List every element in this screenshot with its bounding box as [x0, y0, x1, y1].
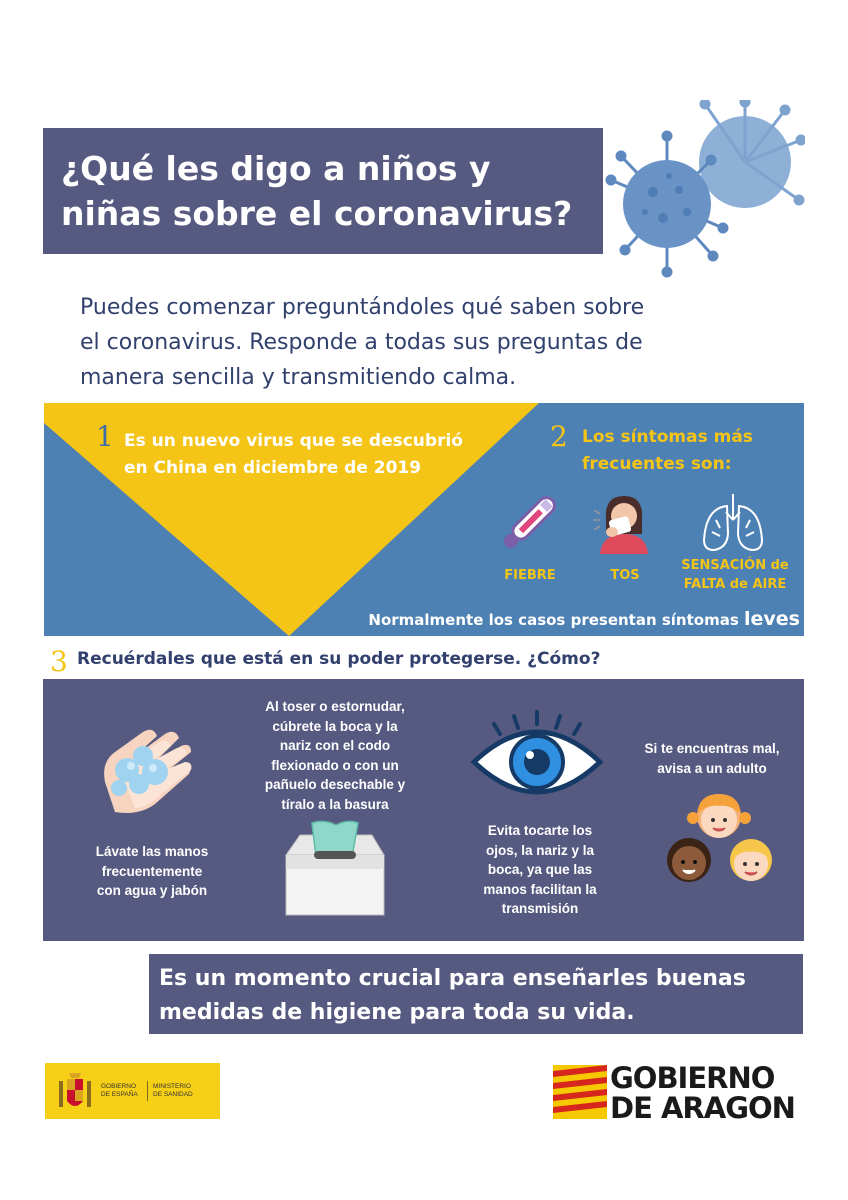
fact-2-text	[582, 424, 782, 478]
fact-2-number: 2	[550, 420, 568, 453]
tip-cough-line-4: flexionado o con un	[271, 757, 399, 773]
tip-adult-line-2: avisa a un adulto	[657, 760, 767, 776]
fact-1-text	[124, 428, 504, 482]
ministerio-line-2: DE SANIDAD	[153, 1091, 193, 1098]
fact-1-number: 1	[96, 420, 114, 453]
thermometer-icon	[497, 492, 559, 556]
washing-hands-icon	[95, 712, 205, 822]
tip-face-line-4: manos facilitan la	[483, 881, 597, 897]
fact-1-line-1: Es un nuevo virus que se descubrió	[124, 431, 463, 451]
mild-symptoms-text: Normalmente los casos presentan síntomas	[368, 611, 739, 629]
lungs-icon	[700, 490, 766, 556]
eye-icon	[470, 710, 604, 795]
title-line-2: niñas sobre el coronavirus?	[61, 194, 573, 233]
gobierno-aragon-wordmark	[610, 1063, 810, 1123]
ministerio-line-1: MINISTERIO	[153, 1083, 191, 1090]
tip-cough-line-5: pañuelo desechable y	[264, 777, 406, 792]
intro-paragraph	[80, 290, 680, 395]
intro-line-2: el coronavirus. Responde a todas sus preguntas de	[80, 330, 643, 355]
coronavirus-illustration	[605, 100, 805, 280]
symptom-fever-label: FIEBRE	[504, 568, 556, 583]
mild-symptoms-note	[330, 606, 800, 633]
symptom-breath-label	[675, 556, 795, 594]
symptom-breath-line-1: SENSACIÓN de	[681, 558, 789, 573]
tip-cough-line-1: Al toser o estornudar,	[265, 699, 405, 714]
step-3-number: 3	[50, 645, 68, 678]
step-3-heading: Recuérdales que está en su poder protegerse. ¿Cómo?	[77, 649, 601, 669]
tip-face-line-5: transmisión	[501, 901, 579, 916]
symptom-breath-line-2: FALTA de AIRE	[683, 577, 787, 592]
tip-adult-line-1: Si te encuentras mal,	[644, 741, 780, 756]
tissue-box-icon	[280, 815, 390, 920]
gobierno-aragon-line-2: DE ARAGON	[610, 1091, 795, 1125]
mild-symptoms-emphasis: leves	[744, 608, 800, 630]
coat-of-arms-icon	[55, 1071, 95, 1113]
tip-avoid-touching-face	[450, 821, 630, 919]
gobierno-espana-logo	[45, 1063, 220, 1119]
fact-1-line-2: en China en diciembre de 2019	[124, 458, 422, 478]
coughing-person-icon	[592, 490, 656, 554]
tip-face-line-2: ojos, la nariz y la	[485, 842, 595, 858]
ministerio-sanidad-text	[153, 1083, 213, 1099]
gobierno-espana-text	[101, 1083, 141, 1099]
tip-face-line-3: boca, ya que las	[487, 862, 593, 877]
gobierno-aragon-line-1: GOBIERNO	[610, 1061, 775, 1095]
title-line-1: ¿Qué les digo a niños y	[61, 149, 491, 188]
tip-wash-hands	[62, 842, 242, 901]
tip-cough-line-3: nariz con el codo	[279, 738, 391, 753]
tip-wash-line-1: Lávate las manos	[95, 844, 209, 859]
children-faces-icon	[663, 788, 783, 888]
closing-line-2: medidas de higiene para toda su vida.	[159, 1000, 635, 1025]
tip-wash-line-3: con agua y jabón	[96, 883, 208, 898]
closing-line-1: Es un momento crucial para enseñarles buenas	[159, 966, 746, 991]
tip-cough-line-6: tíralo a la basura	[281, 796, 389, 812]
tip-tell-adult	[612, 739, 812, 778]
intro-line-3: manera sencilla y transmitiendo calma.	[80, 365, 517, 390]
tip-wash-line-2: frecuentemente	[101, 863, 203, 879]
intro-line-1: Puedes comenzar preguntándoles qué saben sobre	[80, 295, 645, 320]
closing-banner	[149, 954, 803, 1034]
tip-face-line-1: Evita tocarte los	[487, 823, 593, 838]
gobierno-espana-line-1: GOBIERNO	[101, 1083, 137, 1090]
tip-cover-cough	[235, 697, 435, 814]
aragon-flag-icon	[553, 1065, 607, 1119]
gobierno-espana-line-2: DE ESPAÑA	[101, 1091, 138, 1098]
fact-2-line-2: frecuentes son:	[582, 454, 732, 474]
fact-2-line-1: Los síntomas más	[582, 427, 753, 447]
tip-cough-line-2: cúbrete la boca y la	[272, 718, 398, 734]
title-banner	[43, 128, 603, 254]
symptom-cough-label: TOS	[610, 568, 640, 583]
